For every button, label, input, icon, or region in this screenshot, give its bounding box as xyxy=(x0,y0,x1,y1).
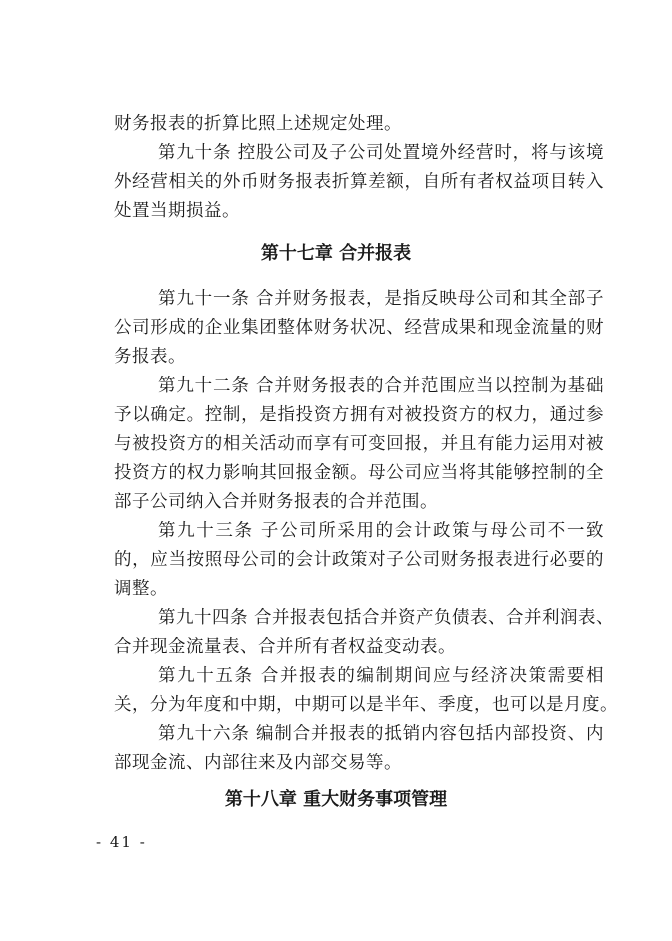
text-line: 务报表。 xyxy=(114,347,186,367)
page-number: - 41 - xyxy=(96,833,147,851)
text-line: 调整。 xyxy=(114,579,168,599)
text-line: 处置当期损益。 xyxy=(114,201,240,221)
text-line: 财务报表的折算比照上述规定处理。 xyxy=(114,114,402,134)
text-line: 第九十二条 合并财务报表的合并范围应当以控制为基础 xyxy=(158,376,604,396)
text-line: 部子公司纳入合并财务报表的合并范围。 xyxy=(114,492,438,512)
text-line: 公司形成的企业集团整体财务状况、经营成果和现金流量的财 xyxy=(114,318,604,338)
text-line: 第九十六条 编制合并报表的抵销内容包括内部投资、内 xyxy=(158,724,604,744)
text-line: 合并现金流量表、合并所有者权益变动表。 xyxy=(114,637,456,657)
text-line: 与被投资方的相关活动而享有可变回报，并且有能力运用对被 xyxy=(114,434,604,454)
text-line: 第九十条 控股公司及子公司处置境外经营时，将与该境 xyxy=(158,143,604,163)
text-line: 第九十五条 合并报表的编制期间应与经济决策需要相 xyxy=(158,666,604,686)
text-line: 投资方的权力影响其回报金额。母公司应当将其能够控制的全 xyxy=(114,463,604,483)
text-line: 部现金流、内部往来及内部交易等。 xyxy=(114,753,402,773)
text-line: 第九十四条 合并报表包括合并资产负债表、合并利润表、 xyxy=(158,608,615,628)
chapter-18-heading: 第十八章 重大财务事项管理 xyxy=(224,789,448,810)
text-line: 第九十一条 合并财务报表，是指反映母公司和其全部子 xyxy=(158,289,604,309)
text-line: 予以确定。控制，是指投资方拥有对被投资方的权力，通过参 xyxy=(114,405,604,425)
text-line: 外经营相关的外币财务报表折算差额，自所有者权益项目转入 xyxy=(114,172,604,192)
text-line: 关，分为年度和中期，中期可以是半年、季度，也可以是月度。 xyxy=(114,695,618,715)
text-line: 的，应当按照母公司的会计政策对子公司财务报表进行必要的 xyxy=(114,550,604,570)
chapter-17-heading: 第十七章 合并报表 xyxy=(260,243,412,264)
text-line: 第九十三条 子公司所采用的会计政策与母公司不一致 xyxy=(158,521,604,541)
